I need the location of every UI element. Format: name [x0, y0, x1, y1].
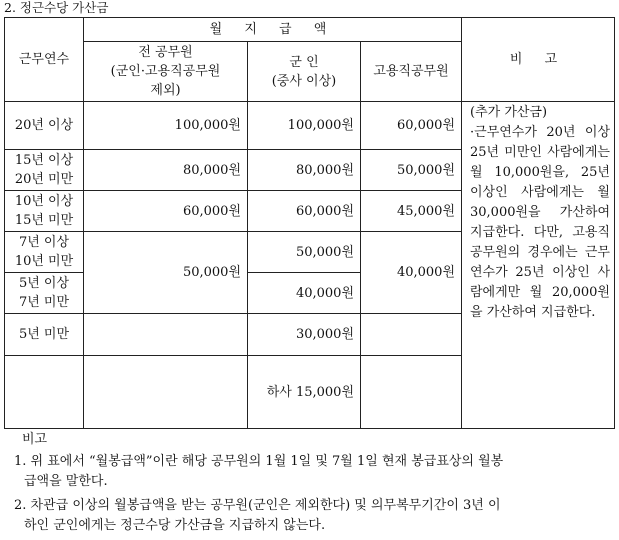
years-cell: 5년 미만 [5, 314, 84, 356]
years-cell: 5년 이상 7년 미만 [5, 273, 84, 314]
employee-empty [361, 356, 462, 429]
footnote-2-cont: 하인 군인에게는 정근수당 가산금을 지급하지 않는다. [24, 518, 326, 533]
military-amount: 40,000원 [248, 273, 361, 314]
footnote-1-cont: 급액을 말한다. [24, 474, 108, 489]
general-amount: 80,000원 [84, 150, 248, 191]
military-amount: 50,000원 [248, 232, 361, 273]
general-amount-merged: 50,000원 [84, 232, 248, 314]
years-cell: 20년 이상 [5, 102, 84, 150]
employee-amount: 50,000원 [361, 150, 462, 191]
years-cell: 10년 이상 15년 미만 [5, 191, 84, 232]
footnote-2: 2. 차관급 이상의 월봉급액을 받는 공무원(군인은 제외한다) 및 의무복무기간이 3년 이 [14, 498, 501, 513]
military-amount: 30,000원 [248, 314, 361, 356]
general-empty [84, 314, 248, 356]
footnote-1: 1. 위 표에서 “월봉급액”이란 해당 공무원의 1월 1일 및 7월 1일 현재 봉급표상의 월봉 [14, 454, 504, 469]
military-header: 군 인 (중사 이상) [248, 42, 361, 102]
years-cell: 15년 이상 20년 미만 [5, 150, 84, 191]
employee-amount-merged: 40,000원 [361, 232, 462, 314]
remarks-heading: (추가 가산금) [470, 105, 548, 120]
remarks-header: 비 고 [462, 18, 615, 102]
years-cell: 7년 이상 10년 미만 [5, 232, 84, 273]
monthly-amount-header: 월 지 급 액 [84, 18, 462, 42]
military-amount: 하사 15,000원 [248, 356, 361, 429]
general-empty [84, 356, 248, 429]
employee-empty [361, 314, 462, 356]
military-amount: 80,000원 [248, 150, 361, 191]
employee-amount: 60,000원 [361, 102, 462, 150]
employee-header: 고용직공무원 [361, 42, 462, 102]
remarks-body: ·근무연수가 20년 이상 25년 미만인 사람에게는 월 10,000원을, 25년 이상인 사람에게는 월 30,000원을 가산하여 지급한다. 다만, 고용직 공무원의 경우에는 근무연수가 25년 이상인 사람에게만 월 20,000원을 가산하여 지급한다. [470, 125, 610, 320]
general-amount: 60,000원 [84, 191, 248, 232]
military-amount: 100,000원 [248, 102, 361, 150]
footnotes-label: 비고 [22, 432, 48, 447]
general-amount: 100,000원 [84, 102, 248, 150]
remarks-text [470, 103, 610, 323]
years-empty [5, 356, 84, 429]
employee-amount: 45,000원 [361, 191, 462, 232]
years-header: 근무연수 [5, 18, 84, 102]
military-amount: 60,000원 [248, 191, 361, 232]
section-title: 2. 정근수당 가산금 [4, 0, 109, 15]
general-header: 전 공무원 (군인·고용직공무원 제외) [84, 42, 248, 102]
